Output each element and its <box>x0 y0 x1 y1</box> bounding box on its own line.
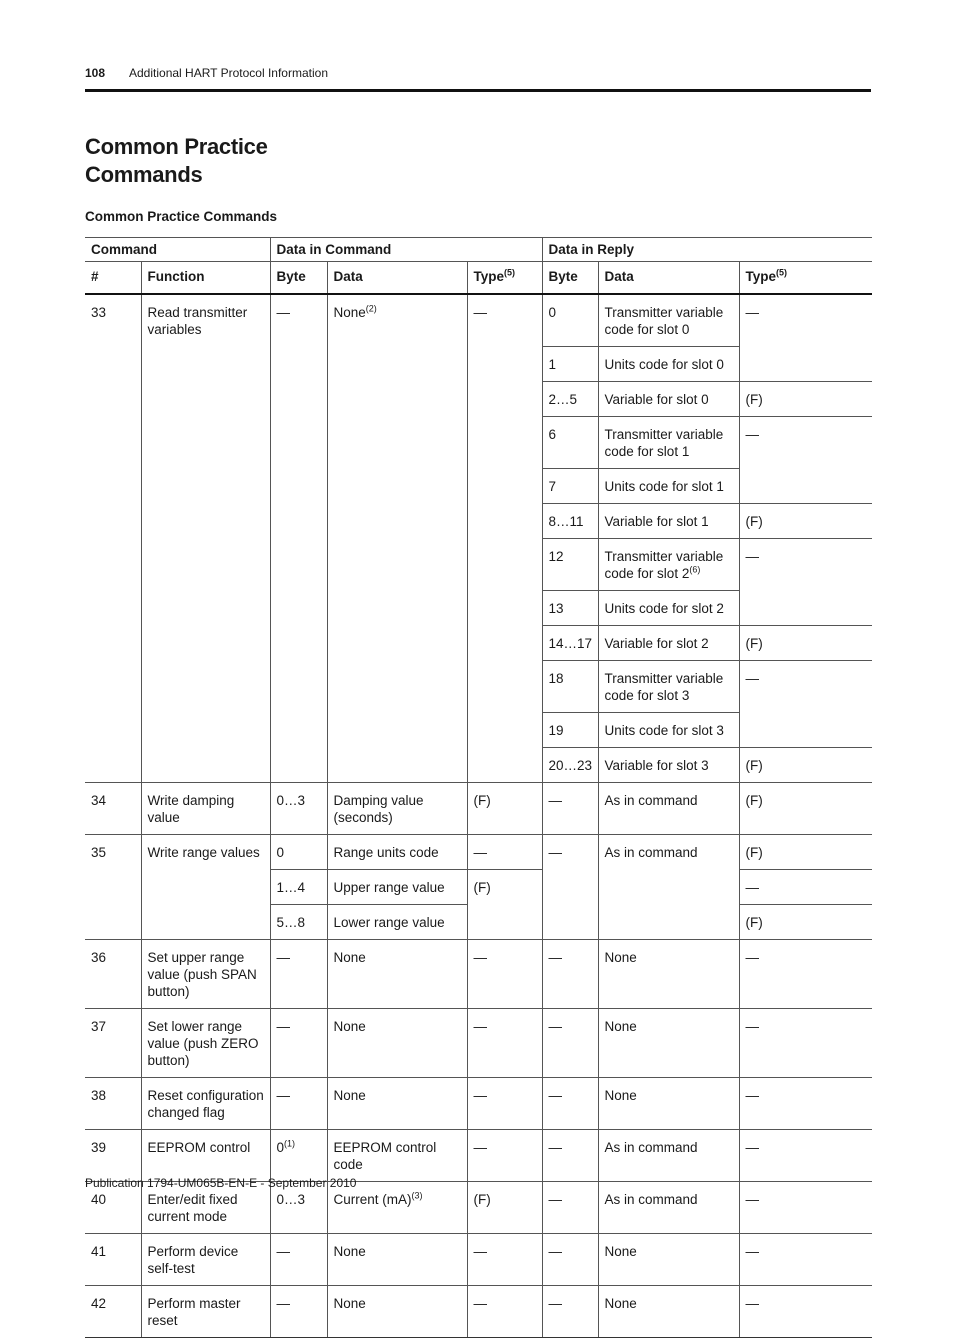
command-number: 41 <box>85 1234 141 1286</box>
reply-type: — <box>739 294 872 382</box>
reply-type: (F) <box>739 504 872 539</box>
reply-type: — <box>739 417 872 504</box>
command-type: — <box>467 1130 542 1182</box>
command-data-text: Current (mA) <box>333 1192 412 1207</box>
reply-byte: 7 <box>542 469 598 504</box>
command-data: None <box>327 940 467 1009</box>
command-type: (F) <box>467 870 542 940</box>
reply-data: As in command <box>598 1130 739 1182</box>
command-function: Set upper range value (push SPAN button) <box>141 940 270 1009</box>
footnote-ref: (3) <box>411 1190 423 1201</box>
reply-data: As in command <box>598 783 739 835</box>
reply-data: None <box>598 1234 739 1286</box>
reply-byte: 12 <box>542 539 598 591</box>
command-byte: — <box>270 1009 327 1078</box>
table-row <box>85 1234 872 1286</box>
col-header-reply-type-label: Type <box>745 269 777 284</box>
reply-byte: 1 <box>542 347 598 382</box>
table-row <box>85 940 872 1009</box>
reply-data: Units code for slot 3 <box>598 713 739 748</box>
reply-data: None <box>598 940 739 1009</box>
group-header-data-in-reply: Data in Reply <box>542 238 872 262</box>
reply-byte: 19 <box>542 713 598 748</box>
header-rule <box>85 89 871 92</box>
reply-byte: 18 <box>542 661 598 713</box>
common-practice-commands-table <box>85 237 872 1338</box>
command-data: None <box>327 1009 467 1078</box>
table-row <box>85 1009 872 1078</box>
reply-data: None <box>598 1078 739 1130</box>
command-data: Lower range value <box>327 905 467 940</box>
command-data: Range units code <box>327 835 467 870</box>
reply-byte: 14…17 <box>542 626 598 661</box>
reply-byte: 20…23 <box>542 748 598 783</box>
command-number: 34 <box>85 783 141 835</box>
reply-type: — <box>739 1182 872 1234</box>
footnote-ref: (2) <box>365 303 377 314</box>
command-function: Set lower range value (push ZERO button) <box>141 1009 270 1078</box>
command-byte: 5…8 <box>270 905 327 940</box>
col-header-reply-byte: Byte <box>542 262 598 295</box>
group-header-command: Command <box>85 238 270 262</box>
command-data: Upper range value <box>327 870 467 905</box>
command-type: — <box>467 1286 542 1338</box>
reply-byte: — <box>542 940 598 1009</box>
table-row <box>85 1286 872 1338</box>
command-type: (F) <box>467 1182 542 1234</box>
running-header: Additional HART Protocol Information <box>129 66 328 80</box>
footnote-ref: (5) <box>504 267 516 278</box>
command-byte: — <box>270 940 327 1009</box>
col-header-reply-type <box>739 262 872 295</box>
reply-data: None <box>598 1286 739 1338</box>
command-data-text: None <box>333 305 366 320</box>
command-function: EEPROM control <box>141 1130 270 1182</box>
reply-type: — <box>739 870 872 905</box>
command-number: 38 <box>85 1078 141 1130</box>
command-type: — <box>467 940 542 1009</box>
command-function: Write damping value <box>141 783 270 835</box>
command-data: Damping value (seconds) <box>327 783 467 835</box>
reply-byte: — <box>542 1182 598 1234</box>
command-type: (F) <box>467 783 542 835</box>
command-data: EEPROM control code <box>327 1130 467 1182</box>
command-number: 40 <box>85 1182 141 1234</box>
reply-data: Units code for slot 1 <box>598 469 739 504</box>
command-type: — <box>467 1234 542 1286</box>
reply-type: — <box>739 1009 872 1078</box>
command-function: Read transmitter variables <box>141 294 270 783</box>
command-type: — <box>467 294 542 783</box>
reply-type: — <box>739 1234 872 1286</box>
command-data: None <box>327 1234 467 1286</box>
command-number: 42 <box>85 1286 141 1338</box>
command-data <box>327 294 467 783</box>
table-row <box>85 1130 872 1182</box>
command-number: 39 <box>85 1130 141 1182</box>
command-byte-text: 0 <box>276 1140 285 1155</box>
reply-byte: 13 <box>542 591 598 626</box>
group-header-data-in-command: Data in Command <box>270 238 542 262</box>
reply-type: — <box>739 1286 872 1338</box>
reply-data: Units code for slot 2 <box>598 591 739 626</box>
command-byte: 1…4 <box>270 870 327 905</box>
table-row <box>85 835 872 870</box>
table-row <box>85 783 872 835</box>
reply-byte: 0 <box>542 294 598 347</box>
command-byte: — <box>270 1234 327 1286</box>
footnote-ref: (1) <box>284 1138 296 1149</box>
reply-byte: — <box>542 1286 598 1338</box>
command-number: 37 <box>85 1009 141 1078</box>
reply-byte: — <box>542 1078 598 1130</box>
col-header-number: # <box>85 262 141 295</box>
command-byte: 0 <box>270 835 327 870</box>
command-number: 35 <box>85 835 141 940</box>
command-byte: — <box>270 1286 327 1338</box>
command-type: — <box>467 835 542 870</box>
reply-data: As in command <box>598 835 739 940</box>
reply-type: (F) <box>739 626 872 661</box>
reply-byte: — <box>542 835 598 940</box>
command-function: Enter/edit fixed current mode <box>141 1182 270 1234</box>
command-byte: 0…3 <box>270 1182 327 1234</box>
footnote-ref: (5) <box>776 267 788 278</box>
reply-byte: — <box>542 1009 598 1078</box>
reply-type: — <box>739 539 872 626</box>
reply-data: None <box>598 1009 739 1078</box>
col-header-type-label: Type <box>473 269 505 284</box>
table-row <box>85 294 872 347</box>
reply-data: Transmitter variable code for slot 1 <box>598 417 739 469</box>
col-header-type <box>467 262 542 295</box>
reply-type: — <box>739 940 872 1009</box>
command-function: Perform master reset <box>141 1286 270 1338</box>
col-header-byte: Byte <box>270 262 327 295</box>
page-number: 108 <box>85 66 106 80</box>
table-row <box>85 1078 872 1130</box>
reply-data <box>598 539 739 591</box>
command-function: Write range values <box>141 835 270 940</box>
reply-type: (F) <box>739 783 872 835</box>
reply-type: — <box>739 1078 872 1130</box>
command-data: None <box>327 1286 467 1338</box>
command-type: — <box>467 1078 542 1130</box>
command-byte: — <box>270 294 327 783</box>
command-number: 33 <box>85 294 141 783</box>
reply-byte: — <box>542 783 598 835</box>
footnote-ref: (6) <box>689 564 701 575</box>
col-header-data: Data <box>327 262 467 295</box>
group-header-row <box>85 238 872 262</box>
reply-byte: — <box>542 1234 598 1286</box>
command-byte: 0…3 <box>270 783 327 835</box>
reply-data: Transmitter variable code for slot 3 <box>598 661 739 713</box>
col-header-function: Function <box>141 262 270 295</box>
col-header-reply-data: Data <box>598 262 739 295</box>
reply-data: Variable for slot 2 <box>598 626 739 661</box>
page-title: Common Practice Commands <box>85 134 268 187</box>
command-number: 36 <box>85 940 141 1009</box>
reply-data: Variable for slot 3 <box>598 748 739 783</box>
reply-data-text: Transmitter variable code for slot 2 <box>604 549 724 581</box>
command-data: None <box>327 1078 467 1130</box>
command-function: Reset configuration changed flag <box>141 1078 270 1130</box>
reply-type: — <box>739 661 872 748</box>
reply-byte: — <box>542 1130 598 1182</box>
reply-data: Units code for slot 0 <box>598 347 739 382</box>
reply-byte: 6 <box>542 417 598 469</box>
command-function: Perform device self-test <box>141 1234 270 1286</box>
publication-footer: Publication 1794-UM065B-EN-E - September 2010 <box>85 1176 357 1190</box>
command-type: — <box>467 1009 542 1078</box>
column-header-row <box>85 262 872 295</box>
reply-byte: 2…5 <box>542 382 598 417</box>
command-byte <box>270 1130 327 1182</box>
reply-type: (F) <box>739 905 872 940</box>
reply-type: — <box>739 1130 872 1182</box>
reply-type: (F) <box>739 382 872 417</box>
reply-type: (F) <box>739 835 872 870</box>
reply-data: Variable for slot 1 <box>598 504 739 539</box>
reply-type: (F) <box>739 748 872 783</box>
reply-byte: 8…11 <box>542 504 598 539</box>
reply-data: Variable for slot 0 <box>598 382 739 417</box>
command-byte: — <box>270 1078 327 1130</box>
table-caption: Common Practice Commands <box>85 209 278 224</box>
reply-data: As in command <box>598 1182 739 1234</box>
reply-data: Transmitter variable code for slot 0 <box>598 294 739 347</box>
